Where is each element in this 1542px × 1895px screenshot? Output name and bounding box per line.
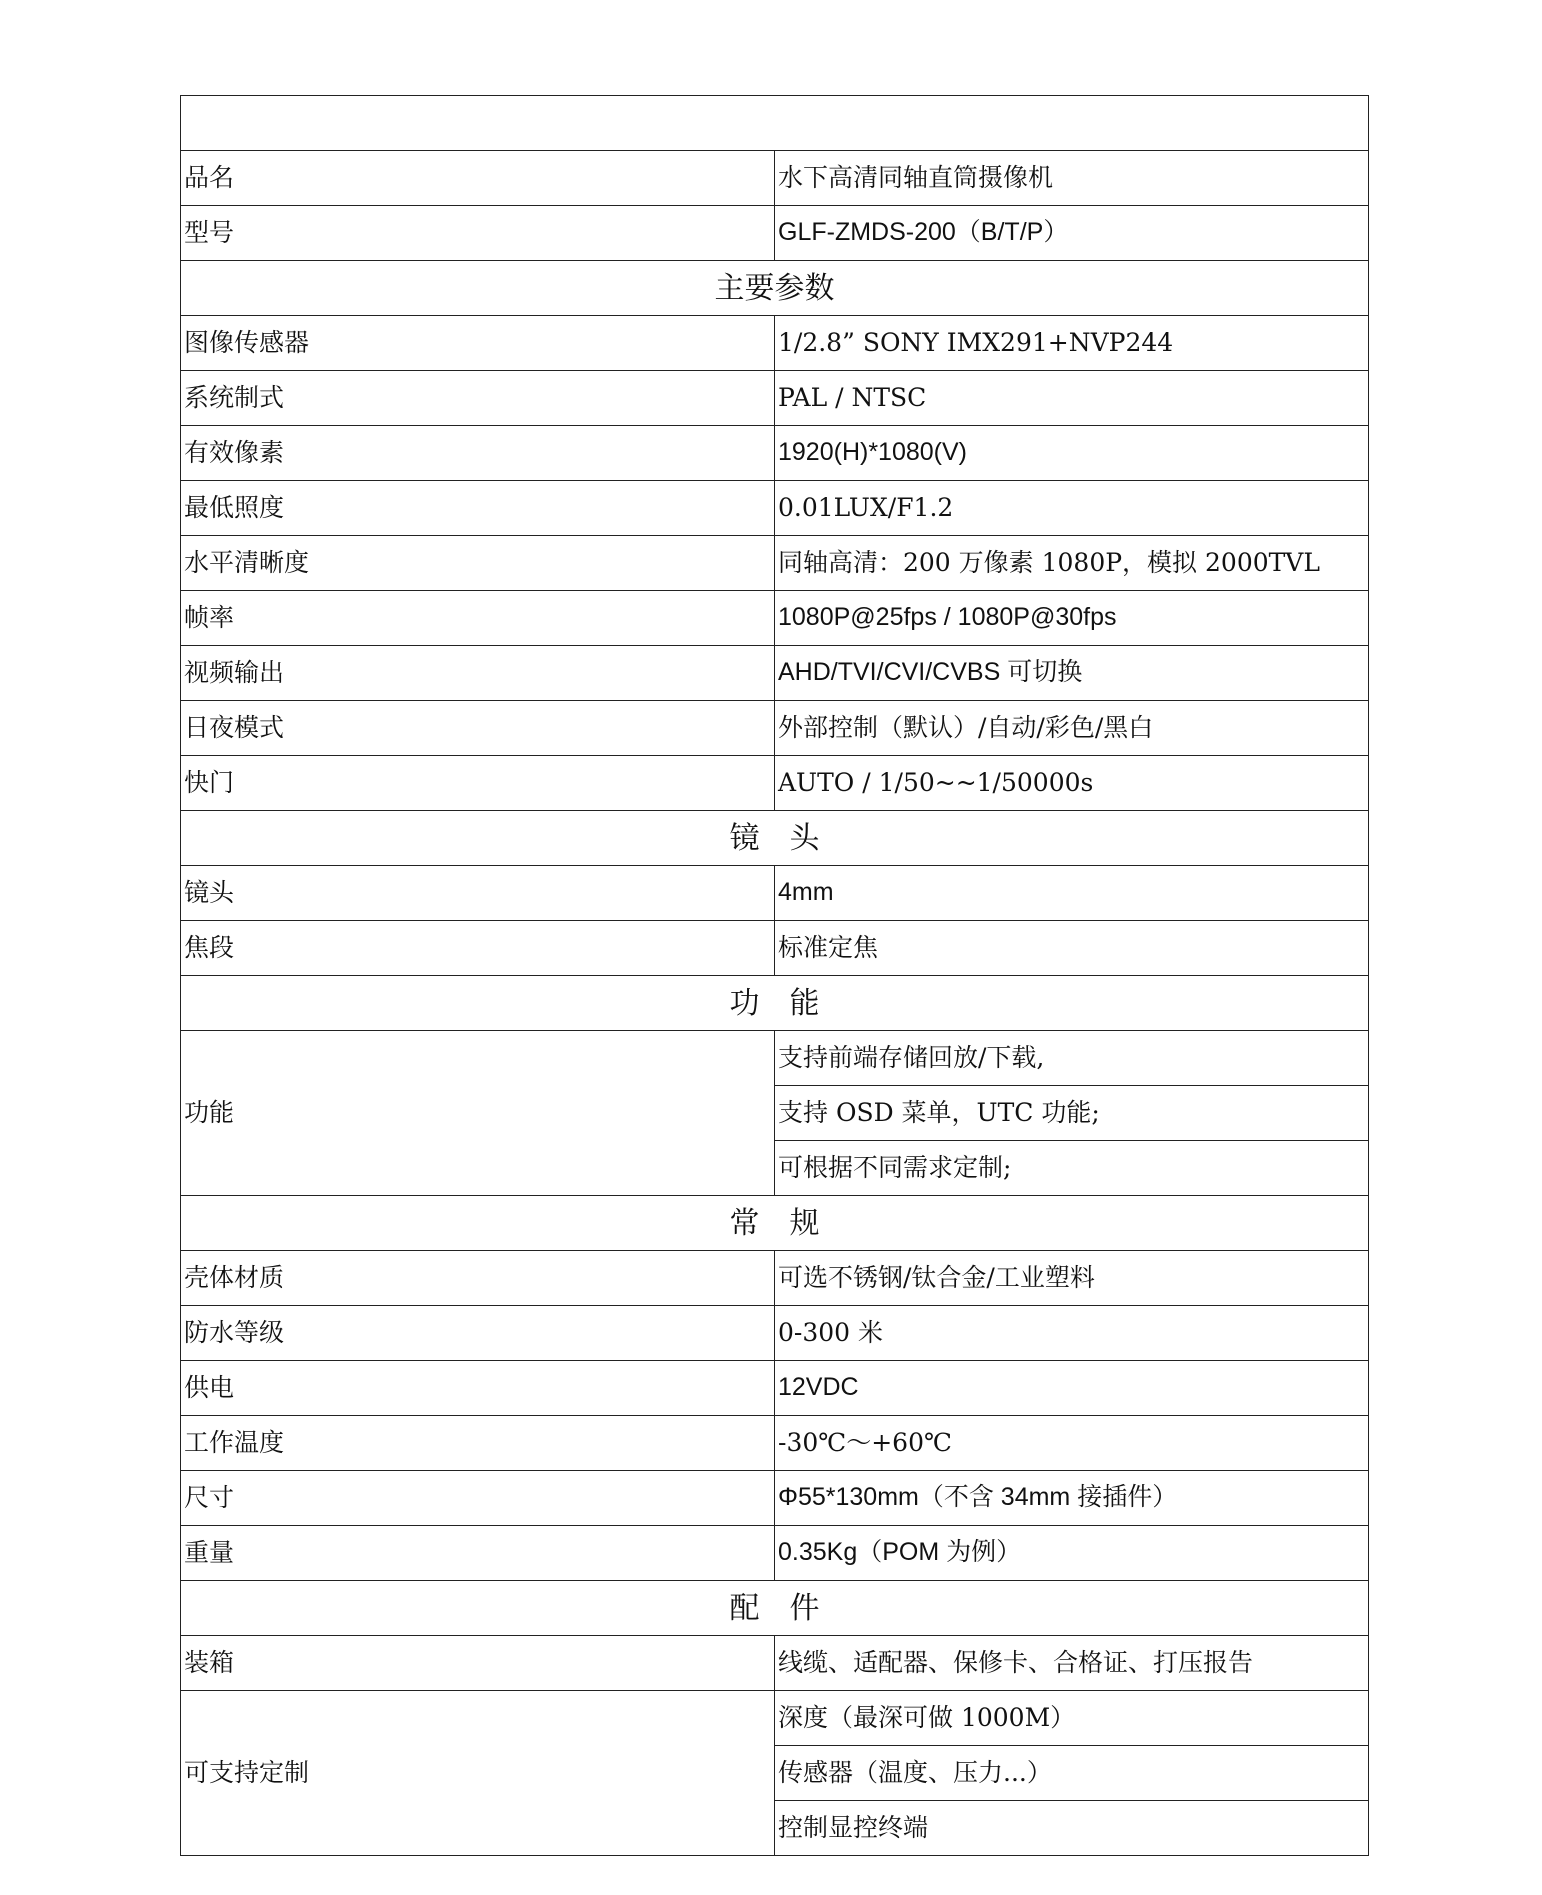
section-header-row xyxy=(181,976,1369,1031)
row-value: AUTO / 1/50~~1/50000s xyxy=(775,756,1369,811)
table-row xyxy=(181,536,1369,591)
row-value: 支持前端存储回放/下载, xyxy=(775,1031,1369,1086)
table-row xyxy=(181,481,1369,536)
row-label: 图像传感器 xyxy=(181,316,775,371)
section-header-row xyxy=(181,1196,1369,1251)
section-title-lens: 镜 头 xyxy=(181,811,1369,866)
table-header-row xyxy=(181,96,1369,151)
row-label: 装箱 xyxy=(181,1636,775,1691)
row-value: -30℃～+60℃ xyxy=(775,1416,1369,1471)
table-row xyxy=(181,371,1369,426)
row-value: 1080P@25fps / 1080P@30fps xyxy=(775,591,1369,646)
row-label: 尺寸 xyxy=(181,1471,775,1526)
section-title-main-params: 主要参数 xyxy=(181,261,1369,316)
row-value: 0.01LUX/F1.2 xyxy=(775,481,1369,536)
table-row xyxy=(181,1471,1369,1526)
table-row xyxy=(181,1691,1369,1746)
row-label: 型号 xyxy=(181,206,775,261)
table-row xyxy=(181,1361,1369,1416)
row-value: AHD/TVI/CVI/CVBS 可切换 xyxy=(775,646,1369,701)
row-label: 快门 xyxy=(181,756,775,811)
row-label: 镜头 xyxy=(181,866,775,921)
row-value: 标准定焦 xyxy=(775,921,1369,976)
row-label: 帧率 xyxy=(181,591,775,646)
row-value: 水下高清同轴直筒摄像机 xyxy=(775,151,1369,206)
table-row xyxy=(181,1306,1369,1361)
row-value: Φ55*130mm（不含 34mm 接插件） xyxy=(775,1471,1369,1526)
row-label: 最低照度 xyxy=(181,481,775,536)
row-value: 可根据不同需求定制; xyxy=(775,1141,1369,1196)
row-label: 可支持定制 xyxy=(181,1691,775,1856)
row-value: 深度（最深可做 1000M） xyxy=(775,1691,1369,1746)
row-value: 1/2.8” SONY IMX291+NVP244 xyxy=(775,316,1369,371)
table-row xyxy=(181,1526,1369,1581)
spec-table xyxy=(180,95,1369,1856)
empty-header-cell xyxy=(181,96,1369,151)
section-header-row xyxy=(181,811,1369,866)
table-row xyxy=(181,866,1369,921)
table-row xyxy=(181,151,1369,206)
table-row xyxy=(181,1416,1369,1471)
table-row xyxy=(181,921,1369,976)
row-value: 0.35Kg（POM 为例） xyxy=(775,1526,1369,1581)
row-value: 外部控制（默认）/自动/彩色/黑白 xyxy=(775,701,1369,756)
row-label: 焦段 xyxy=(181,921,775,976)
row-value: GLF-ZMDS-200（B/T/P） xyxy=(775,206,1369,261)
section-header-row xyxy=(181,261,1369,316)
table-row xyxy=(181,1636,1369,1691)
row-label: 水平清晰度 xyxy=(181,536,775,591)
table-row xyxy=(181,426,1369,481)
table-row xyxy=(181,206,1369,261)
row-value: 同轴高清：200 万像素 1080P，模拟 2000TVL xyxy=(775,536,1369,591)
section-header-row xyxy=(181,1581,1369,1636)
row-label: 重量 xyxy=(181,1526,775,1581)
row-value: 传感器（温度、压力...） xyxy=(775,1746,1369,1801)
table-row xyxy=(181,756,1369,811)
row-label: 防水等级 xyxy=(181,1306,775,1361)
row-label: 系统制式 xyxy=(181,371,775,426)
table-row xyxy=(181,316,1369,371)
row-value: 4mm xyxy=(775,866,1369,921)
section-title-functions: 功 能 xyxy=(181,976,1369,1031)
row-value: 0-300 米 xyxy=(775,1306,1369,1361)
row-label: 供电 xyxy=(181,1361,775,1416)
row-label: 品名 xyxy=(181,151,775,206)
row-label: 壳体材质 xyxy=(181,1251,775,1306)
table-row xyxy=(181,646,1369,701)
row-value: 1920(H)*1080(V) xyxy=(775,426,1369,481)
row-label: 工作温度 xyxy=(181,1416,775,1471)
table-row xyxy=(181,701,1369,756)
row-value: 可选不锈钢/钛合金/工业塑料 xyxy=(775,1251,1369,1306)
row-value: 控制显控终端 xyxy=(775,1801,1369,1856)
table-row xyxy=(181,591,1369,646)
row-label: 功能 xyxy=(181,1031,775,1196)
section-title-accessories: 配 件 xyxy=(181,1581,1369,1636)
row-label: 日夜模式 xyxy=(181,701,775,756)
table-row xyxy=(181,1031,1369,1086)
row-value: PAL / NTSC xyxy=(775,371,1369,426)
row-label: 有效像素 xyxy=(181,426,775,481)
row-value: 12VDC xyxy=(775,1361,1369,1416)
row-value: 线缆、适配器、保修卡、合格证、打压报告 xyxy=(775,1636,1369,1691)
row-value: 支持 OSD 菜单，UTC 功能; xyxy=(775,1086,1369,1141)
table-row xyxy=(181,1251,1369,1306)
row-label: 视频输出 xyxy=(181,646,775,701)
section-title-general: 常 规 xyxy=(181,1196,1369,1251)
